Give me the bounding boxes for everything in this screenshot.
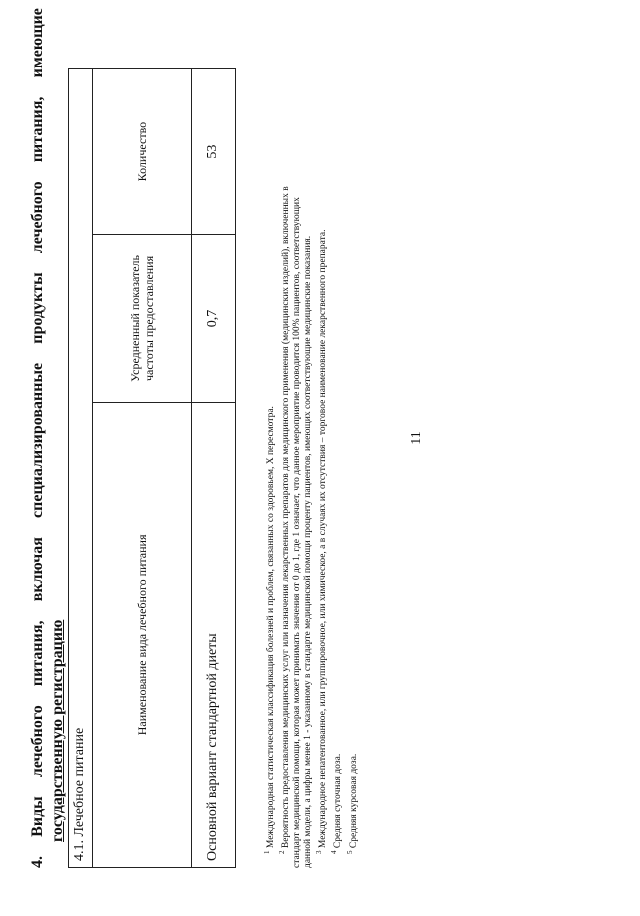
- table-header-row: [92, 69, 191, 868]
- cell-frequency: 0,7: [191, 235, 235, 403]
- footnote-text: Средняя суточная доза.: [333, 753, 344, 849]
- footnote-text: данной модели, а цифры менее 1 - указанному в стандарте медицинской помощи проценту пациентов, имеющих соответствующие медицинские показания.: [303, 235, 314, 868]
- heading-word: продукты: [29, 272, 46, 344]
- heading-word: включая: [29, 537, 46, 602]
- footnote-mark: 1: [263, 850, 271, 854]
- footnote-mark: 3: [315, 850, 324, 854]
- heading-line-2: государственную регистрацию: [49, 619, 66, 842]
- page-number: 11: [409, 431, 424, 445]
- footnote: [314, 8, 329, 868]
- heading-word: лечебного: [29, 705, 46, 778]
- footnotes: [262, 8, 360, 868]
- footnote-mark: 4: [330, 850, 339, 854]
- table-section-row: [69, 69, 93, 868]
- footnote-text: Вероятность предоставления медицинских услуг или назначения лекарственных препаратов для медицинского применения (медицинских изделий), включенных в: [281, 186, 292, 849]
- diet-table: [68, 68, 236, 868]
- heading-word: Виды: [29, 796, 46, 837]
- rotated-content: [24, 8, 624, 868]
- footnote-mark: 2: [278, 850, 287, 854]
- cell-name: Основной вариант стандартной диеты: [191, 402, 235, 867]
- footnote: [345, 8, 360, 868]
- header-name: Наименование вида лечебного питания: [92, 402, 191, 867]
- heading-word: 4.: [29, 856, 46, 868]
- footnote: [277, 8, 292, 868]
- footnote-text: Средняя курсовая доза.: [348, 753, 359, 849]
- footnote: [262, 8, 277, 868]
- footnote: [329, 8, 344, 868]
- heading-line-1: [28, 8, 48, 868]
- footnote-text: стандарт медицинской помощи, которая может принимать значения от 0 до 1, где 1 означает, что данное мероприятие проводится 100% пациентов, соответствующих: [292, 197, 303, 868]
- heading-word: лечебного: [29, 181, 46, 254]
- footnote-continuation: [303, 8, 314, 868]
- footnote-text: Международное непатентованное, или группировочное, или химическое, а в случаях их отсутствия – торговое наименование лекарственного препарата.: [318, 229, 329, 849]
- section-heading: [28, 8, 68, 868]
- header-frequency: Усредненный показатель частоты предоставления: [92, 235, 191, 403]
- heading-word: специализированные: [29, 362, 46, 518]
- heading-word: имеющие: [29, 8, 46, 78]
- heading-word: питания,: [29, 96, 46, 163]
- footnote-mark: 5: [345, 850, 354, 854]
- table-row: [191, 69, 235, 868]
- footnote-text: Международная статистическая классификация болезней и проблем, связанных со здоровьем, X пересмотра.: [266, 406, 277, 849]
- heading-word: питания,: [29, 620, 46, 687]
- table-section-title: 4.1. Лечебное питание: [69, 69, 93, 868]
- cell-quantity: 53: [191, 69, 235, 235]
- footnote-continuation: [292, 8, 303, 868]
- header-quantity: Количество: [92, 69, 191, 235]
